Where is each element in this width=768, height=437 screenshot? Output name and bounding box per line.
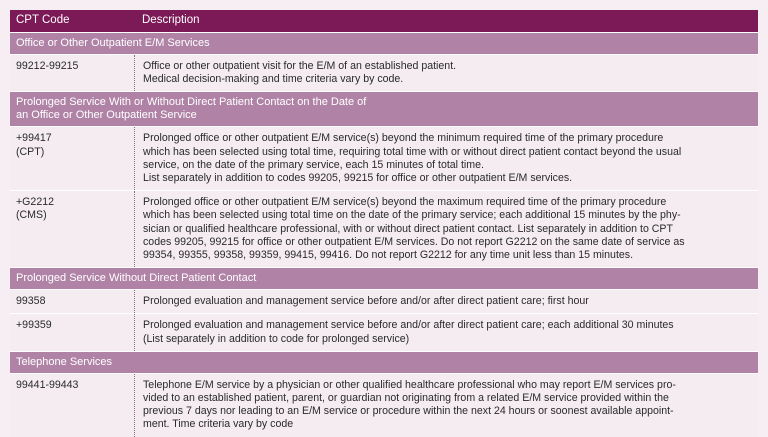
row-description: Prolonged evaluation and management service before and/or after direct patient care; each additional 30 minutes (List separately in addition to code for prolonged service)	[143, 319, 674, 345]
row-code: 99441-99443	[10, 374, 135, 437]
table-row	[10, 373, 758, 437]
row-code: 99212-99215	[10, 55, 135, 91]
table-header	[10, 10, 758, 32]
row-code: 99358	[10, 290, 135, 313]
header-description: Description	[142, 14, 200, 27]
table-row	[10, 126, 758, 190]
row-description: Prolonged evaluation and management service before and/or after direct patient care; first hour	[143, 295, 589, 308]
section-title: Prolonged Service Without Direct Patient Contact	[10, 267, 758, 289]
row-code: +99359	[10, 314, 135, 350]
row-description: Prolonged office or other outpatient E/M service(s) beyond the maximum required time of the primary procedure which has been selected using total time on the date of the primary service; each additional 15 minutes by the phy- sician or qualified healthcare professional, with or without direct patient contact. List separately in addition to CPT codes 99205, 99215 for office or other outpatient E/M services. Do not report G2212 on the same date of service as 99354, 99355, 99358, 99359, 99415, 99416. Do not report G2212 for any time unit less than 15 minutes.	[143, 196, 685, 262]
row-code: +G2212 (CMS)	[10, 191, 135, 267]
section-title: Office or Other Outpatient E/M Services	[10, 32, 758, 54]
table-row	[10, 54, 758, 91]
row-description: Telephone E/M service by a physician or other qualified healthcare professional who may report E/M services pro- vided to an established patient, parent, or guardian not originating from a related E/M service provided within the previous 7 days nor leading to an E/M service or procedure within the next 24 hours or soonest available appoint- ment. Time criteria vary by code	[143, 378, 676, 431]
row-description: Prolonged office or other outpatient E/M service(s) beyond the minimum required time of the primary procedure which has been selected using total time, requiring total time with or without direct patient contact beyond the usual service, on the date of the primary service, each 15 minutes of total time. List separately in addition to codes 99205, 99215 for office or other outpatient E/M services.	[143, 132, 682, 185]
table-row	[10, 289, 758, 313]
section-title: Prolonged Service With or Without Direct Patient Contact on the Date of an Office or Other Outpatient Service	[10, 91, 758, 126]
header-cpt-code: CPT Code	[16, 14, 70, 27]
table-row	[10, 190, 758, 267]
section-title: Telephone Services	[10, 351, 758, 373]
table-row	[10, 313, 758, 350]
row-description: Office or other outpatient visit for the E/M of an established patient. Medical decision-making and time criteria vary by code.	[143, 60, 457, 86]
row-code: +99417 (CPT)	[10, 127, 135, 190]
cpt-code-table	[10, 10, 758, 437]
